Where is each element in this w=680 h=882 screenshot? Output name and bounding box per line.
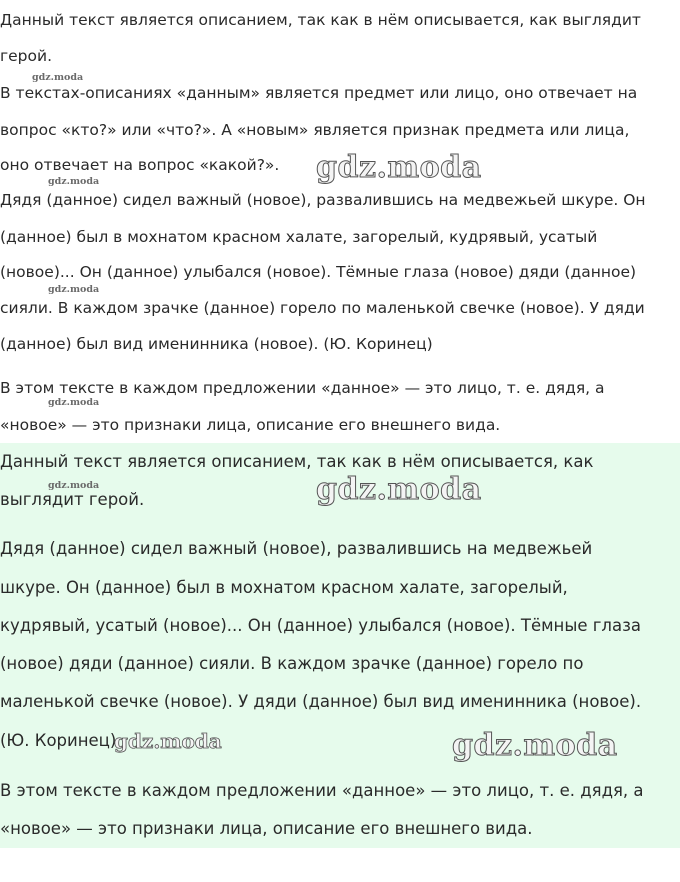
text-line: (новое) дяди (данное) сияли. В каждом зрачке (данное) горело по <box>0 654 584 673</box>
text-line: (Ю. Коринец) <box>0 731 117 750</box>
text-line: вопрос «кто?» или «что?». А «новым» является признак предмета или лица, <box>0 121 630 139</box>
text-line: кудрявый, усатый (новое)... Он (данное) улыбался (новое). Тёмные глаза <box>0 616 641 635</box>
text-line: Данный текст является описанием, так как в нём описывается, как <box>0 452 594 471</box>
watermark: gdz.moda <box>316 150 482 185</box>
text-line: (новое)... Он (данное) улыбался (новое). Тёмные глаза (новое) дяди (данное) <box>0 263 637 281</box>
text-line: (данное) был вид именинника (новое). (Ю. Коринец) <box>0 335 433 353</box>
text-line: В текстах-описаниях «данным» является предмет или лицо, оно отвечает на <box>0 84 638 102</box>
watermark: gdz.moda <box>48 284 100 295</box>
text-line: шкуре. Он (данное) был в мохнатом красном халате, загорелый, <box>0 578 568 597</box>
text-line: маленькой свечке (новое). У дяди (данное) был вид именинника (новое). <box>0 692 642 711</box>
watermark: gdz.moda <box>48 176 100 187</box>
text-line: В этом тексте в каждом предложении «данное» — это лицо, т. е. дядя, а <box>0 781 644 800</box>
watermark: gdz.moda <box>48 480 100 491</box>
text-line: (данное) был в мохнатом красном халате, загорелый, кудрявый, усатый <box>0 228 598 246</box>
text-line: В этом тексте в каждом предложении «данное» — это лицо, т. е. дядя, а <box>0 379 605 397</box>
text-line: Дядя (данное) сидел важный (новое), развалившись на медвежьей <box>0 539 593 558</box>
text-line: сияли. В каждом зрачке (данное) горело по маленькой свечке (новое). У дяди <box>0 299 645 317</box>
watermark: gdz.moda <box>114 729 222 753</box>
watermark: gdz.moda <box>316 472 482 507</box>
text-line: «новое» — это признаки лица, описание его внешнего вида. <box>0 416 501 434</box>
text-line: герой. <box>0 47 53 65</box>
text-line: Данный текст является описанием, так как в нём описывается, как выглядит <box>0 11 641 29</box>
text-line: «новое» — это признаки лица, описание его внешнего вида. <box>0 819 533 838</box>
watermark: gdz.moda <box>452 728 618 763</box>
text-line: Дядя (данное) сидел важный (новое), развалившись на медвежьей шкуре. Он <box>0 191 646 209</box>
watermark: gdz.moda <box>48 397 100 408</box>
watermark: gdz.moda <box>32 72 84 83</box>
text-line: выглядит герой. <box>0 490 145 509</box>
text-line: оно отвечает на вопрос «какой?». <box>0 156 280 174</box>
